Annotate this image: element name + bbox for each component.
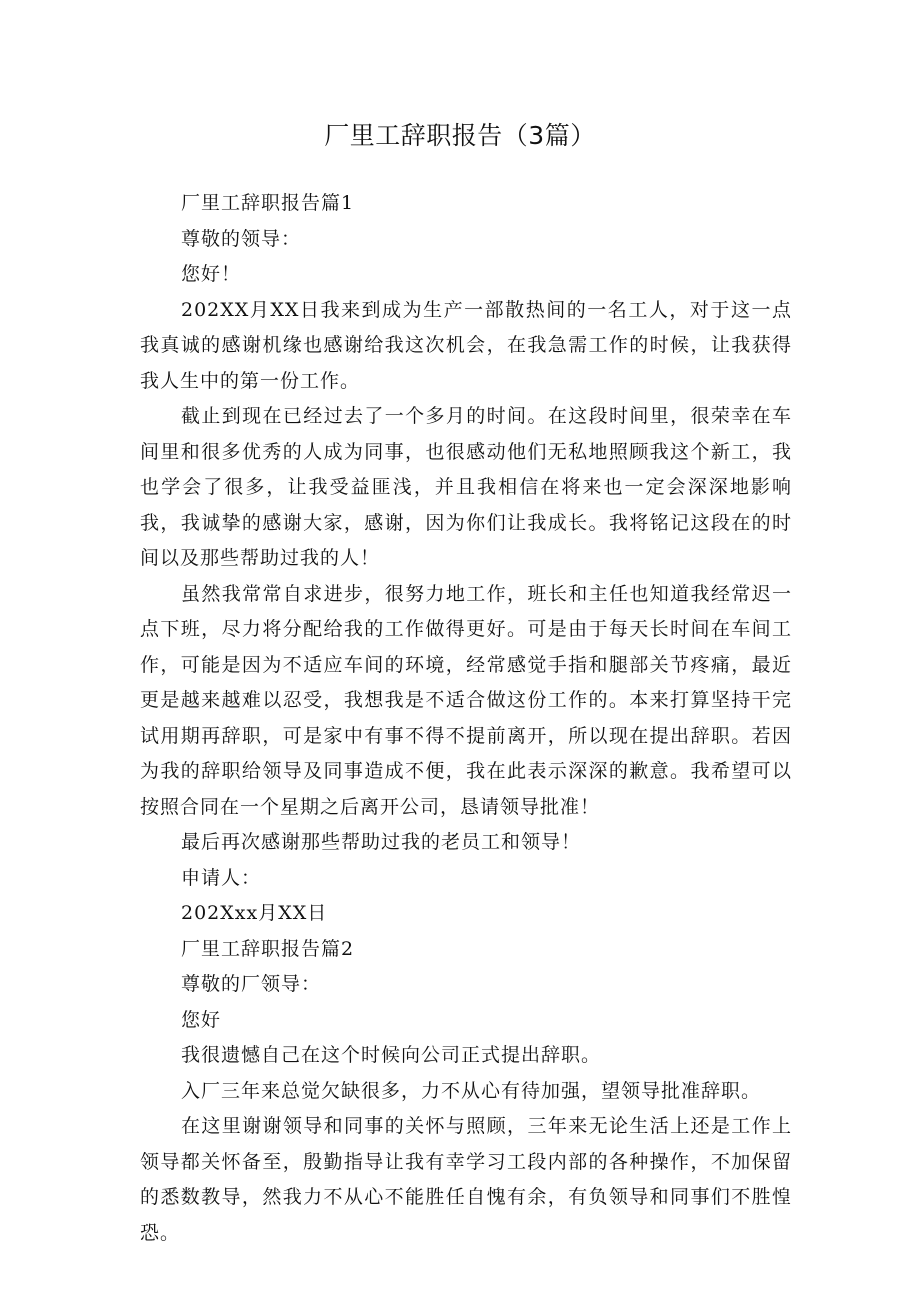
greeting: 您好！ <box>181 263 242 285</box>
closing-line: 最后再次感谢那些帮助过我的老员工和领导！ <box>181 831 582 853</box>
salutation: 尊敬的领导： <box>181 227 302 250</box>
document-body <box>140 186 792 1251</box>
body-paragraph: 入厂三年来总觉欠缺很多，力不从心有待加强，望领导批准辞职。 <box>181 1079 762 1102</box>
applicant-label: 申请人： <box>181 866 262 889</box>
body-paragraph: 虽然我常常自求进步，很努力地工作，班长和主任也知道我经常迟一点下班，尽力将分配给我的工作做得更好。可是由于每天长时间在车间工作，可能是因为不适应车间的环境，经常感觉手指和腿部关节疼痛，最近更是越来越难以忍受，我想我是不适合做这份工作的。本来打算坚持干完试用期再辞职，可是家中有事不得不提前离开，所以现在提出辞职。若因为我的辞职给领导及同事造成不便，我在此表示深深的歉意。我希望可以按照合同在一个星期之后离开公司，恳请领导批准！ <box>140 582 792 818</box>
salutation: 尊敬的厂领导： <box>181 973 322 995</box>
section-heading-2: 厂里工辞职报告篇2 <box>181 937 355 960</box>
greeting: 您好 <box>181 1008 222 1031</box>
body-paragraph: 截止到现在已经过去了一个多月的时间。在这段时间里，很荣幸在车间里和很多优秀的人成为同事，也很感动他们无私地照顾我这个新工，我也学会了很多，让我受益匪浅，并且我相信在将来也一定会深深地影响我，我诚挚的感谢大家，感谢，因为你们让我成长。我将铭记这段在的时间以及那些帮助过我的人！ <box>140 405 792 569</box>
document-title: 厂里工辞职报告（3篇） <box>324 121 596 150</box>
body-paragraph: 在这里谢谢领导和同事的关怀与照顾，三年来无论生活上还是工作上领导都关怀备至，殷勤指导让我有幸学习工段内部的各种操作，不加保留的悉数教导，然我力不从心不能胜任自愧有余，有负领导和同事们不胜惶恐。 <box>140 1115 792 1244</box>
body-paragraph: 我很遗憾自己在这个时候向公司正式提出辞职。 <box>181 1044 602 1066</box>
date-line: 202Xxx月XX日 <box>181 902 328 924</box>
body-paragraph: 202XX月XX日我来到成为生产一部散热间的一名工人，对于这一点我真诚的感谢机缘也感谢给我这次机会，在我急需工作的时候，让我获得我人生中的第一份工作。 <box>140 298 792 392</box>
section-heading-1: 厂里工辞职报告篇1 <box>181 192 355 214</box>
